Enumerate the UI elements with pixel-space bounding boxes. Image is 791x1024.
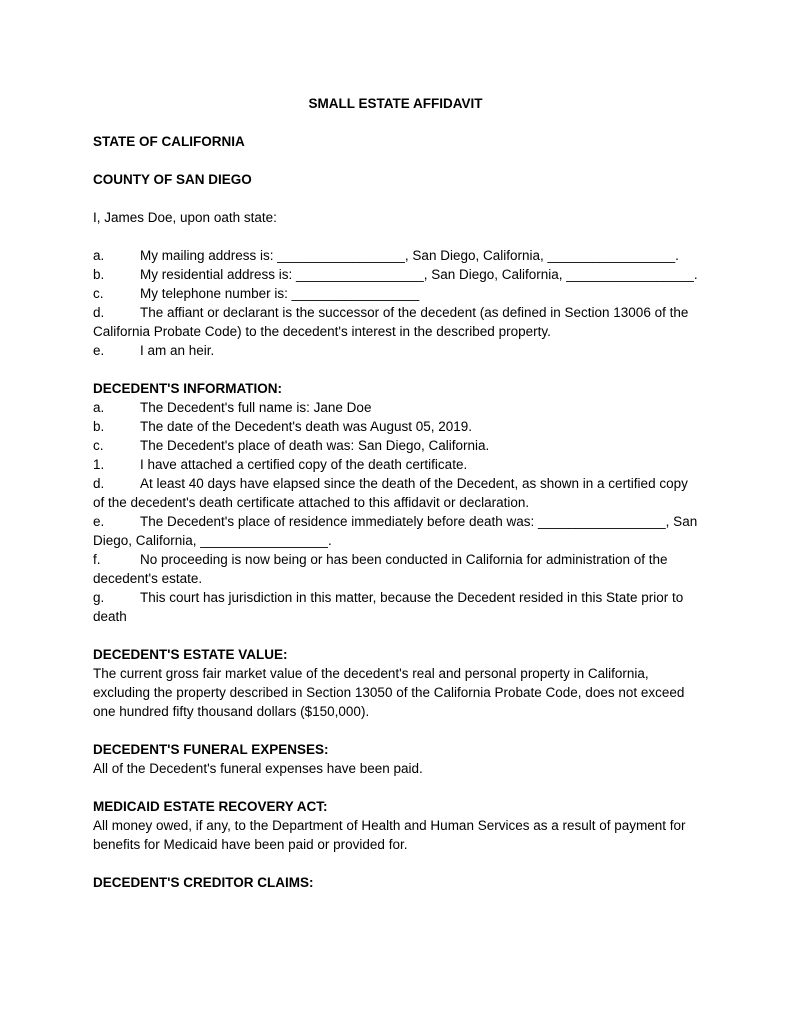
item-marker: d.	[93, 305, 105, 320]
decedent-info-heading: DECEDENT'S INFORMATION:	[93, 381, 282, 396]
oath-statement: I, James Doe, upon oath state:	[93, 210, 277, 225]
decedent-item-b	[93, 417, 698, 436]
spacer	[93, 721, 698, 740]
county-heading: COUNTY OF SAN DIEGO	[93, 172, 252, 187]
decedent-item-d	[93, 474, 698, 512]
funeral-heading: DECEDENT'S FUNERAL EXPENSES:	[93, 742, 329, 757]
affiant-item-a	[93, 246, 698, 265]
item-marker: c.	[93, 438, 104, 453]
item-text: This court has jurisdiction in this matter, because the Decedent resided in this State prior to death	[93, 590, 684, 624]
item-text: The affiant or declarant is the successor of the decedent (as defined in Section 13006 of the California Probate Code) to the decedent's interest in the described property.	[93, 305, 689, 339]
decedent-item-a	[93, 398, 698, 417]
affiant-item-e	[93, 341, 698, 360]
item-marker: c.	[93, 286, 104, 301]
decedent-item-e	[93, 512, 698, 550]
item-text: The Decedent's full name is: Jane Doe	[140, 400, 372, 415]
item-marker: g.	[93, 590, 105, 605]
decedent-item-1	[93, 455, 698, 474]
item-marker: e.	[93, 514, 105, 529]
item-text: At least 40 days have elapsed since the death of the Decedent, as shown in a certified copy of the decedent's death certificate attached to this affidavit or declaration.	[93, 476, 688, 510]
spacer	[93, 189, 698, 208]
item-marker: d.	[93, 476, 105, 491]
state-heading: STATE OF CALIFORNIA	[93, 134, 245, 149]
item-marker: a.	[93, 248, 105, 263]
document-title: SMALL ESTATE AFFIDAVIT	[308, 96, 483, 111]
spacer	[93, 854, 698, 873]
medicaid-text: All money owed, if any, to the Department of Health and Human Services as a result of payment for benefits for Medicaid have been paid or provided for.	[93, 818, 690, 852]
decedent-item-c	[93, 436, 698, 455]
item-text: My mailing address is: _________________, San Diego, California, _________________.	[140, 248, 679, 263]
affiant-item-d	[93, 303, 698, 341]
item-marker: e.	[93, 343, 105, 358]
decedent-item-g	[93, 588, 698, 626]
creditor-heading: DECEDENT'S CREDITOR CLAIMS:	[93, 875, 314, 890]
medicaid-heading: MEDICAID ESTATE RECOVERY ACT:	[93, 799, 328, 814]
spacer	[93, 360, 698, 379]
estate-value-heading: DECEDENT'S ESTATE VALUE:	[93, 647, 288, 662]
item-text: I am an heir.	[140, 343, 215, 358]
item-text: The Decedent's place of residence immediately before death was: _________________, San Diego, California, _________________.	[93, 514, 698, 548]
spacer	[93, 227, 698, 246]
item-text: The date of the Decedent's death was August 05, 2019.	[140, 419, 473, 434]
spacer	[93, 151, 698, 170]
document-body	[93, 132, 698, 892]
item-marker: b.	[93, 419, 105, 434]
item-marker: 1.	[93, 457, 105, 472]
item-text: No proceeding is now being or has been conducted in California for administration of the decedent's estate.	[93, 552, 668, 586]
funeral-text: All of the Decedent's funeral expenses have been paid.	[93, 761, 423, 776]
decedent-item-f	[93, 550, 698, 588]
spacer	[93, 626, 698, 645]
item-text: My residential address is: _________________, San Diego, California, _________________.	[140, 267, 698, 282]
estate-value-text: The current gross fair market value of the decedent's real and personal property in California, excluding the property described in Section 13050 of the California Probate Code, does not exceed one hundred fifty thousand dollars ($150,000).	[93, 666, 689, 719]
item-marker: a.	[93, 400, 105, 415]
spacer	[93, 778, 698, 797]
affiant-item-b	[93, 265, 698, 284]
affiant-item-c	[93, 284, 698, 303]
item-text: I have attached a certified copy of the death certificate.	[140, 457, 468, 472]
item-marker: b.	[93, 267, 105, 282]
item-text: My telephone number is: _________________	[140, 286, 420, 301]
item-marker: f.	[93, 552, 101, 567]
item-text: The Decedent's place of death was: San Diego, California.	[140, 438, 490, 453]
